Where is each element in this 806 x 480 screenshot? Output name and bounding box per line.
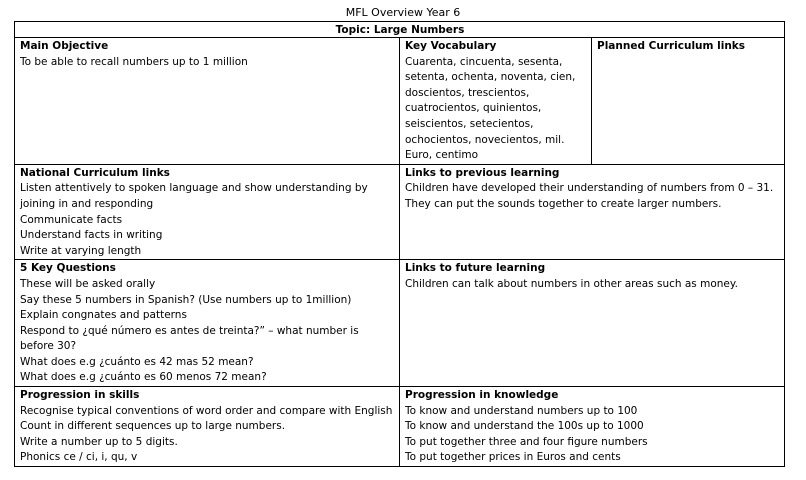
vocab-line: ochocientos, novecientos, mil. — [405, 133, 565, 146]
vocab-line: Euro, centimo — [405, 149, 479, 162]
curriculum-line: Write at varying length — [20, 244, 142, 257]
knowledge-line: To put together prices in Euros and cents — [405, 451, 621, 464]
curriculum-line: Communicate facts — [20, 213, 123, 226]
key-questions-cell — [15, 260, 400, 387]
key-vocabulary-heading: Key Vocabulary — [405, 40, 497, 52]
previous-learning-text: Children have developed their understanding of numbers from 0 – 31. They can put the sounds together to create larger numbers. — [405, 182, 774, 210]
national-curriculum-heading: National Curriculum links — [20, 166, 170, 179]
national-curriculum-cell — [15, 164, 400, 260]
question-line: Respond to ¿qué número es antes de treinta?” – what number is before 30? — [20, 324, 359, 353]
curriculum-row — [15, 164, 785, 260]
knowledge-line: To put together three and four figure numbers — [405, 435, 648, 448]
question-line: These will be asked orally — [20, 277, 156, 290]
skills-line: Write a number up to 5 digits. — [20, 435, 178, 448]
vocab-line: doscientos, trescientos, — [405, 86, 530, 99]
knowledge-line: To know and understand the 100s up to 1000 — [405, 420, 644, 433]
planned-curriculum-cell — [592, 38, 785, 165]
previous-learning-heading: Links to previous learning — [405, 166, 560, 179]
key-vocabulary-cell — [400, 38, 592, 165]
skills-line: Count in different sequences up to large numbers. — [20, 420, 286, 433]
topic-row — [15, 22, 785, 38]
skills-line: Recognise typical conventions of word order and compare with English — [20, 404, 393, 417]
curriculum-line: Listen attentively to spoken language and show understanding by joining in and responding — [20, 182, 368, 210]
vocab-line: seiscientos, setecientos, — [405, 117, 534, 130]
progression-knowledge-heading: Progression in knowledge — [405, 389, 559, 402]
knowledge-line: To know and understand numbers up to 100 — [405, 404, 638, 417]
vocab-line: Cuarenta, cincuenta, sesenta, — [405, 55, 563, 68]
key-questions-heading: 5 Key Questions — [20, 262, 116, 275]
question-line: What does e.g ¿cuánto es 60 menos 72 mean? — [20, 371, 267, 384]
main-objective-text: To be able to recall numbers up to 1 million — [20, 55, 248, 68]
future-learning-heading: Links to future learning — [405, 262, 546, 275]
skills-line: Phonics ce / ci, i, qu, v — [20, 451, 138, 464]
vocab-line: cuatrocientos, quinientos, — [405, 102, 542, 115]
planned-curriculum-heading: Planned Curriculum links — [597, 40, 746, 52]
future-learning-cell — [400, 260, 785, 387]
progression-skills-cell — [15, 387, 400, 467]
question-line: What does e.g ¿cuánto es 42 mas 52 mean? — [20, 355, 254, 368]
topic-heading: Topic: Large Numbers — [15, 22, 785, 38]
objective-row — [15, 38, 785, 165]
overview-table — [14, 21, 785, 467]
progression-knowledge-cell — [400, 387, 785, 467]
progression-skills-heading: Progression in skills — [20, 389, 140, 402]
question-line: Explain congnates and patterns — [20, 309, 187, 322]
curriculum-line: Understand facts in writing — [20, 229, 163, 242]
document-title: MFL Overview Year 6 — [345, 6, 461, 19]
future-learning-text: Children can talk about numbers in other areas such as money. — [405, 277, 738, 290]
main-objective-heading: Main Objective — [20, 40, 109, 52]
vocab-line: setenta, ochenta, noventa, cien, — [405, 71, 576, 84]
main-objective-cell — [15, 38, 400, 165]
questions-row — [15, 260, 785, 387]
previous-learning-cell — [400, 164, 785, 260]
progression-row — [15, 387, 785, 467]
question-line: Say these 5 numbers in Spanish? (Use numbers up to 1million) — [20, 293, 352, 306]
